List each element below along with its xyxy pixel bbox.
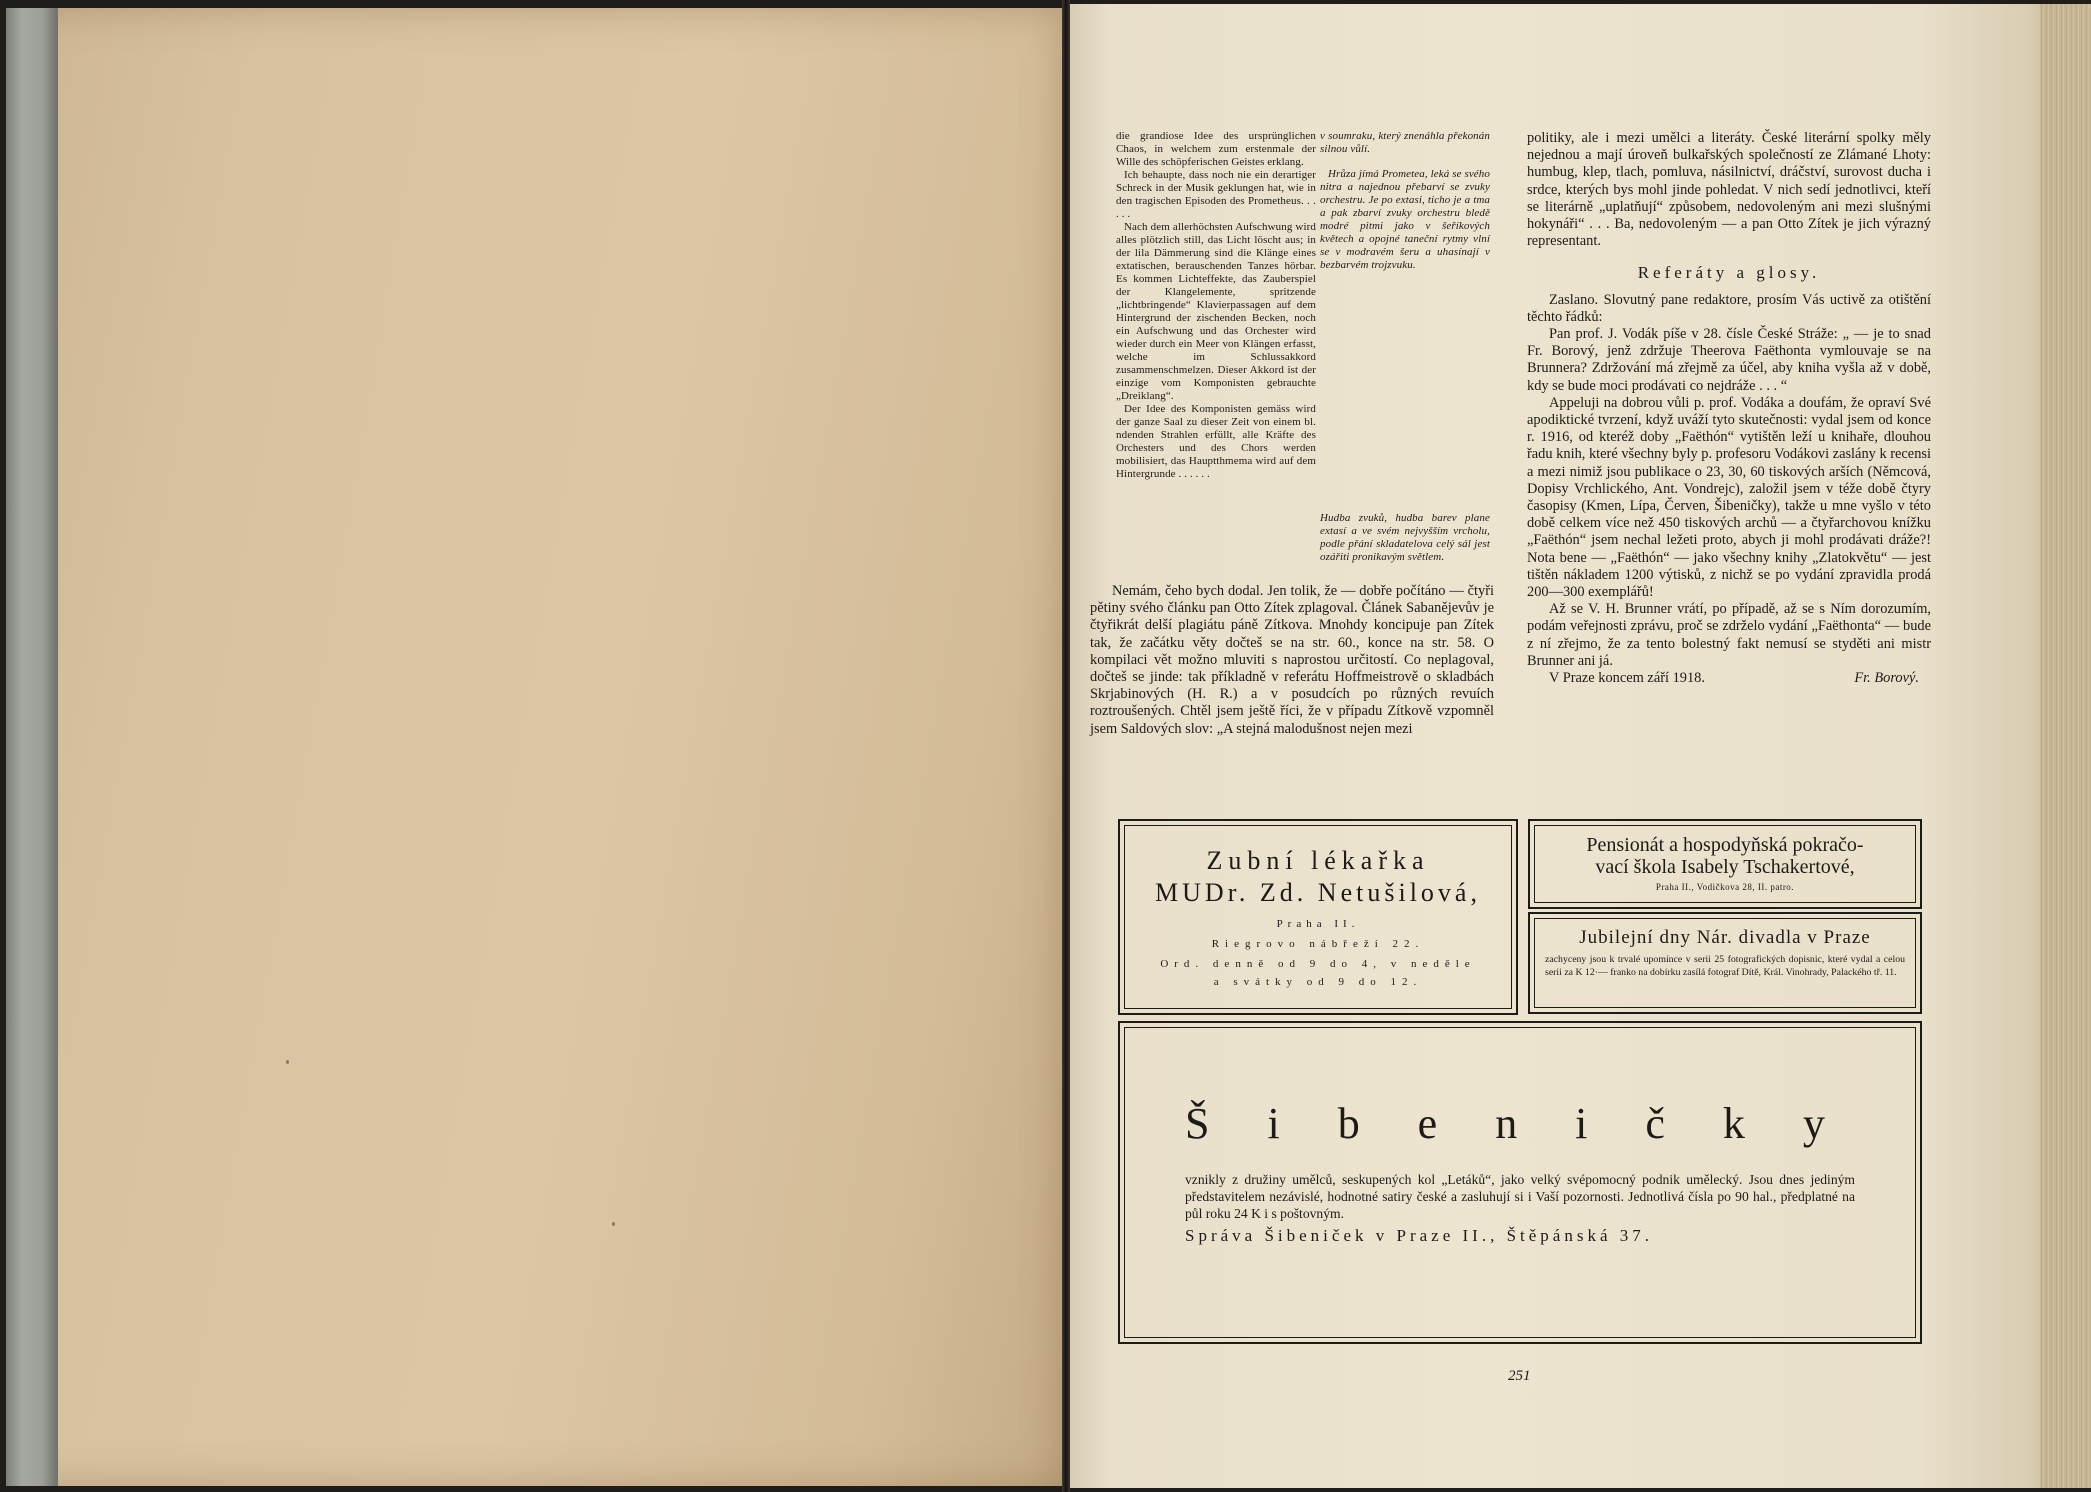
ad-dentist-name: MUDr. Zd. Netušilová, [1155,878,1481,907]
ad-sibenicky-body: vznikly z družiny umělců, seskupených kol „Letáků“, jako velký svépomocný podnik umělecký. Jsou dnes jediným představitelem nezávislé, hodnotné satiry české a zasluhují si i Vaší pozornosti. Jednotlivá čísla po 90 hal., předplatné na půl roku 24 K i s poštovným. [1185,1172,1855,1221]
ad-sibenicky [1118,1021,1922,1344]
cover-speck [286,1060,289,1064]
section-heading: Referáty a glosy. [1637,263,1821,283]
ad-dentist-hours-holiday: a svátky od 9 do 12. [1213,976,1423,988]
german-paragraph: Nach dem allerhöchsten Aufschwung wird alles plötzlich still, das Licht löscht aus; in der lila Dämmerung sind die Klänge eines extatischen, berauschenden Tanzes hörbar. Es kommen Lichteffekte, das Zauberspiel der Klangelemente, spritzende „lichtbringende“ Klavierpassagen auf dem Hintergrund der zischenden Becken, noch ein Aufschwung und das Orchester wird wieder durch ein Meer von Klängen erfasst, welche im Schlussakkord zusammenschmelzen. Dieser Akkord ist der einzige vom Komponisten gebrauchte „Dreiklang“. [1116,221,1316,402]
body-paragraph: Appeluji na dobrou vůli p. prof. Vodáka a doufám, že opraví Své apodiktické tvrzení, když uváží tyto skutečnosti: vydal jsem od konce r. 1916, od kteréž doby „Faëthón“ vytištěn leží u knihaře, dlouhou řadu knih, které všechny byly p. profesoru Vodákovi zaslány k recensi a mezi nimiž jsou publikace o 23, 30, 60 tiskových arších (Němcová, Dopisy Vrchlického, Ant. Vondrejc), založil jsem v téže době čtyry časopisy (Kmen, Lípa, Červen, Šibeničky), takže u mne vyšlo v této době celkem více než 450 tiskových archů — a čtyřarchovou knížku „Faëthón“ jsem nechal ležeti proto, abych ji mohl prodávati dráže?! Nota bene — „Faëthón“ — jako všechny knihy „Zlatokvětu“ — jest tištěn nákladem 1200 výtisků, z nichž se po vydání zpravidla prodá 200—300 exemplářů! [1527,394,1931,601]
title-letter: i [1267,1099,1280,1148]
page-edges [2040,4,2091,1488]
spine-cloth [6,8,58,1486]
ad-pension-address: Praha II., Vodičkova 28, II. patro. [1655,882,1795,892]
signature-place-date: V Praze koncem září 1918. [1549,670,1705,687]
title-letter: i [1575,1099,1588,1148]
title-letter: n [1495,1099,1518,1148]
title-letter: Š [1185,1099,1210,1148]
ad-dentist-city: Praha II. [1276,918,1360,930]
ad-theatre-body: zachyceny jsou k trvalé upomínce v serii 25 fotografických dopisnic, které vydal a celou serii za K 12·— franko na dobírku zasílá fotograf Dítě, Král. Vinohrady, Palackého tř. 11. [1545,954,1905,978]
signature-row [1527,670,1931,687]
ad-dentist-street: Riegrovo nábřeží 22. [1211,938,1425,950]
poem-stanza: Hrůza jímá Prometea, leká se svého nitra a najednou přebarví se zvuky orchestru. Je po extasi, ticho je a tma a pak zbarví zvuky orchestru bledě modré pitmi jako v šeříkových květech a opojné taneční rytmy vlní se v modravém šeru a uhasínají v bezbarvém trojzvuku. [1320,168,1490,271]
title-letter: k [1722,1099,1745,1148]
ad-theatre-title: Jubilejní dny Nár. divadla v Praze [1579,927,1871,948]
german-paragraph: Ich behaupte, dass noch nie ein derartiger Schreck in der Musik geklungen hat, wie in den tragischen Episoden des Prometheus. . . . . . [1116,169,1316,220]
ad-dentist [1118,819,1518,1015]
body-paragraph: Nemám, čeho bych dodal. Jen tolik, že — dobře počítáno — čtyři pětiny svého článku pan Otto Zítek zplagoval. Článek Sabanějevův je čtyřikrát delší plagiátu páně Zítkova. Mnohdy koncipuje pan Zítek tak, že začátku věty dočteš se na str. 60., konce na str. 58. O kompilaci vět možno mluviti s naprostou určitostí. Co neplagoval, dočteš se jinde: tak příkladně v referátu Hoffmeistrově o skladbách Skrjabinových (H. R.) a v posudcích po různých revuích roztroušených. Chtěl jsem ještě říci, že v případu Zítkově vzpomněl jsem Saldových slov: „A stejná malodušnost nejen mezi [1090,583,1494,737]
body-paragraph: Až se V. H. Brunner vrátí, po případě, až se s Ním dorozumím, podám veřejnosti zprávu, proč se zdrželo vydání „Faëthonta“ — bude z ní zřejmo, že za tento bolestný fakt nemusí se styděti ani mistr Brunner ani já. [1527,601,1931,669]
ad-pension-title-line2: vací škola Isabely Tschakertové, [1595,856,1855,878]
title-letter: y [1802,1099,1825,1148]
body-paragraph: politiky, ale i mezi umělci a literáty. České literární spolky měly nejednou a mají úroveň bulkařských společností ze Zlámané Lhoty: humbug, klep, tlach, pomluva, násilnictví, dráčství, surovost ducha i srdce, kterých bys mohl jinde pohledat. V nich sedí jednotlivci, kteří se literárně „uplatňují“ způsobem, nedovoleným ani mezi slušnými hokynáři“ . . . Ba, nedovoleným — a pan Otto Zítek je jich výrazný representant. [1527,130,1931,250]
book-gutter [1062,0,1070,1492]
body-paragraph: Zaslano. Slovutný pane redaktore, prosím Vás uctivě za otištění těchto řádků: [1527,291,1931,325]
title-letter: č [1645,1099,1665,1148]
ad-inner-frame [1534,918,1916,1008]
ad-inner-frame [1124,825,1512,1009]
title-letter: e [1417,1099,1438,1148]
ad-pension [1528,819,1922,909]
left-main-column [1090,583,1494,738]
german-quote-column [1116,130,1316,481]
left-cover-board [6,8,1062,1486]
page-number: 251 [1508,1368,1531,1384]
right-main-column [1527,130,1931,687]
body-paragraph: Pan prof. J. Vodák píše v 28. čísle České Stráže: „ — je to snad Fr. Borový, jenž zdržuje Theerova Faëthonta vymlouvaje se na Brunnera? Zdržování má zřejmě za účel, aby kniha vyšla až v době, kdy se bude moci prodávati co nejdráže . . . “ [1527,326,1931,394]
ad-dentist-title: Zubní lékařka [1206,846,1430,875]
poem-stanza: v soumraku, který znenáhla překonán silnou vůlí. [1320,130,1490,155]
poem-column [1320,130,1490,284]
signature-name: Fr. Borový. [1854,670,1919,687]
poem-stanza: Hudba zvuků, hudba barev plane extasí a ve svém nejvyšším vrcholu, podle přání skladatelova celý sál jest ozářiti pronikavým světlem. [1320,512,1490,563]
german-paragraph: die grandiose Idee des ursprünglichen Chaos, in welchem zum erstenmale der Wille des schöpferischen Geistes erklang. [1116,130,1316,168]
ad-dentist-hours: Ord. denně od 9 do 4, v neděle [1160,958,1476,970]
ad-sibenicky-address: Správa Šibeniček v Praze II., Štěpánská 37. [1185,1226,1653,1245]
ad-inner-frame [1124,1027,1916,1338]
title-letter: b [1337,1099,1360,1148]
ad-sibenicky-title [1185,1098,1855,1149]
poem-column-lower [1320,512,1490,564]
german-paragraph: Der Idee des Komponisten gemäss wird der ganze Saal zu dieser Zeit von einem bl. ndenden Strahlen erfüllt, alle Kräfte des Orchesters und des Chors werden mobilisiert, das Hauptthmema wird auf dem Hintergrunde . . . . . . [1116,403,1316,480]
ad-theatre [1528,912,1922,1014]
ad-inner-frame [1534,825,1916,903]
ad-pension-title-line1: Pensionát a hospodyňská pokračo- [1586,834,1864,856]
cover-speck [612,1222,615,1226]
